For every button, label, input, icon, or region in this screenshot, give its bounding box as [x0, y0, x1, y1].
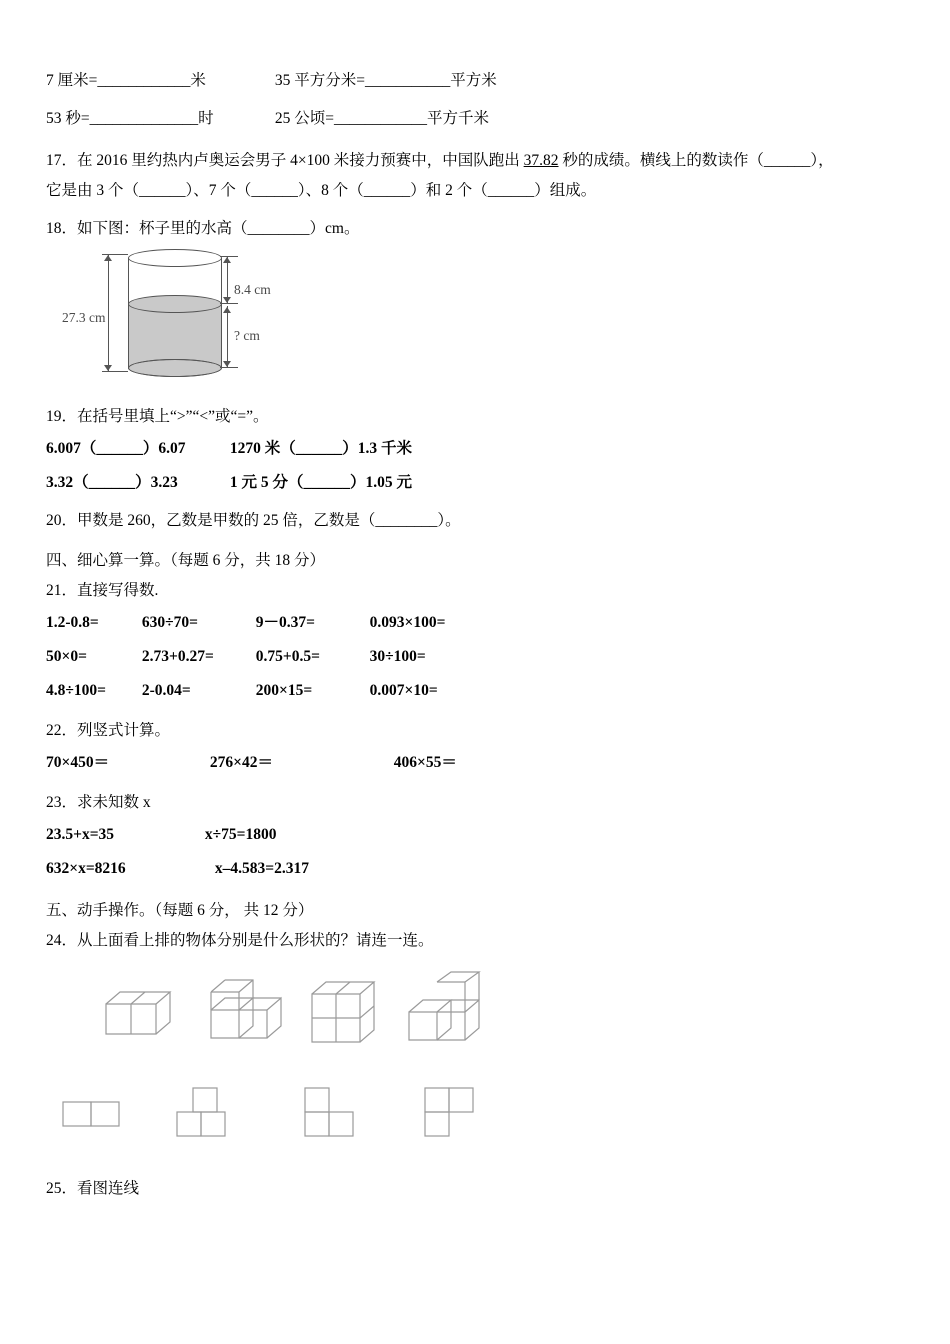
conversion-left: 7 厘米=____________米 [46, 72, 206, 89]
question-23 [46, 788, 906, 818]
question-20-number: 20． [46, 512, 78, 529]
conversion-left: 53 秒=______________时 [46, 110, 214, 127]
conversion-row [46, 62, 906, 100]
top-gap-tick-bottom [220, 303, 238, 304]
total-dim-arrow-down [104, 365, 112, 371]
water-cup-figure [62, 254, 362, 382]
question-17-part3: 秒的成绩。横线上的数读作（______）， [558, 152, 834, 169]
question-21 [46, 576, 906, 606]
equation-item: x–4.583=2.317 [214, 860, 309, 877]
question-25-number: 25． [46, 1180, 78, 1197]
water-dimension-line [227, 306, 228, 368]
conversion-right: 35 平方分米=___________平方米 [274, 72, 497, 89]
flat-shape-1 [62, 1096, 122, 1132]
compare-a: 3.32（______）3.23 [46, 474, 178, 491]
flat-shape-3 [304, 1086, 366, 1146]
flat-shape-4 [424, 1086, 498, 1146]
cup-body [128, 258, 222, 368]
flat-shape-2 [176, 1086, 238, 1146]
question-23-number: 23． [46, 794, 78, 811]
water-tick-bottom [220, 367, 238, 368]
calc-item: 0.007×10= [369, 682, 438, 699]
question-24 [46, 926, 906, 956]
question-17-underlined-number: 37.82 [523, 152, 559, 169]
question-25-text: 看图连线 [77, 1180, 140, 1197]
total-dim-arrow-up [104, 255, 112, 261]
question-19-row [46, 466, 906, 500]
calc-item: 200×15= [255, 682, 313, 699]
top-gap-arrow-up [223, 257, 231, 263]
equation-item: 632×x=8216 [46, 860, 126, 877]
question-21-number: 21． [46, 582, 78, 599]
calc-item: 406×55＝ [393, 754, 457, 771]
question-17-line2: 它是由 3 个（______）、7 个（______）、8 个（______）和 2 个（______）组成。 [46, 182, 597, 199]
question-20-text: 甲数是 260，乙数是甲数的 25 倍，乙数是（________）。 [77, 512, 461, 529]
question-21-row [46, 606, 906, 640]
calc-item: 276×42＝ [209, 754, 273, 771]
equation-item: x÷75=1800 [204, 826, 277, 843]
question-19-text: 在括号里填上“>”“<”或“=”。 [77, 408, 269, 425]
compare-b: 1270 米（______）1.3 千米 [229, 440, 413, 457]
cube-figure-2 [201, 970, 291, 1052]
cube-figure-1 [98, 974, 184, 1048]
section-5-title: 五、动手操作。（每题 6 分， 共 12 分） [46, 902, 314, 919]
compare-b: 1 元 5 分（______）1.05 元 [229, 474, 413, 491]
calc-item: 30÷100= [369, 648, 426, 665]
question-19-number: 19． [46, 408, 78, 425]
top-gap-label: 8.4 cm [234, 282, 271, 297]
question-21-text: 直接写得数. [77, 582, 159, 599]
question-19-row [46, 432, 906, 466]
calc-item: 0.75+0.5= [255, 648, 320, 665]
calc-item: 70×450＝ [46, 754, 110, 771]
question-18 [46, 214, 906, 244]
question-18-number: 18． [46, 220, 78, 237]
question-25 [46, 1174, 906, 1204]
question-22 [46, 716, 906, 746]
question-18-text: 如下图：杯子里的水高（________）cm。 [77, 220, 360, 237]
question-17 [46, 146, 906, 176]
question-20 [46, 506, 906, 536]
cup-bottom-ellipse [128, 359, 222, 377]
question-23-text: 求未知数 x [77, 794, 151, 811]
question-22-number: 22． [46, 722, 78, 739]
calc-item: 630÷70= [141, 614, 198, 631]
conversion-row [46, 100, 906, 138]
section-4-title: 四、细心算一算。（每题 6 分，共 18 分） [46, 552, 326, 569]
cup-top-ellipse [128, 249, 222, 267]
question-21-row [46, 674, 906, 708]
total-dimension-line [108, 254, 109, 372]
question-23-row [46, 818, 906, 852]
equation-item: 23.5+x=35 [46, 826, 115, 843]
calc-item: 1.2-0.8= [46, 614, 99, 631]
water-arrow-up [223, 307, 231, 313]
question-17-part1: 在 2016 里约热内卢奥运会男子 4×100 米接力预赛中，中国队跑出 [77, 152, 524, 169]
question-22-text: 列竖式计算。 [77, 722, 171, 739]
conversion-right: 25 公顷=____________平方千米 [274, 110, 489, 127]
question-17-number: 17． [46, 152, 78, 169]
calc-item: 2.73+0.27= [141, 648, 214, 665]
total-height-label: 27.3 cm [62, 310, 106, 325]
total-dim-tick-bottom [102, 371, 128, 372]
calc-item: 9－0.37= [255, 614, 315, 631]
question-19 [46, 402, 906, 432]
question-21-row [46, 640, 906, 674]
top-gap-arrow-down [223, 297, 231, 303]
question-24-text: 从上面看上排的物体分别是什么形状的？请连一连。 [77, 932, 434, 949]
compare-a: 6.007（______）6.07 [46, 440, 186, 457]
cube-figure-3 [304, 970, 386, 1052]
question-23-row [46, 852, 906, 886]
flat-shapes-row [56, 1086, 906, 1156]
question-24-number: 24． [46, 932, 78, 949]
water-arrow-down [223, 361, 231, 367]
question-22-row [46, 746, 906, 780]
calc-item: 0.093×100= [369, 614, 446, 631]
cube-figures-row [56, 970, 906, 1056]
page-content [46, 62, 906, 1204]
calc-item: 4.8÷100= [46, 682, 106, 699]
cube-figure-4 [401, 970, 493, 1052]
unknown-height-label: ? cm [234, 328, 260, 343]
calc-item: 2-0.04= [141, 682, 191, 699]
calc-item: 50×0= [46, 648, 87, 665]
